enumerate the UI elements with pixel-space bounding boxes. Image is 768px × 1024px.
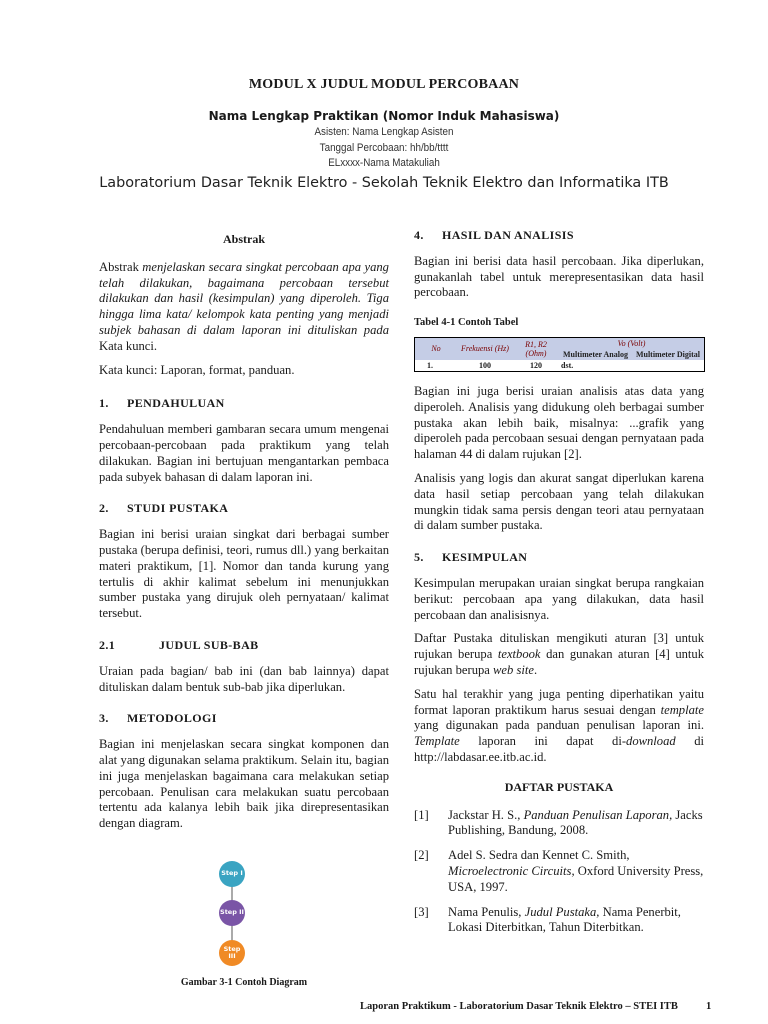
- section-title: KESIMPULAN: [442, 550, 528, 565]
- reference-text: [448, 848, 704, 895]
- table-cell: 100: [457, 360, 513, 372]
- text-run: Oxford University Press, USA, 1997.: [448, 863, 704, 894]
- left-column: [99, 228, 389, 840]
- abstract-text: [99, 260, 389, 355]
- section-text: Bagian ini berisi uraian singkat dari berbagai sumber pustaka (berupa definisi, teori, rumus dll.) yang berkaitan materi praktikum, [1]. Nomor dan tanda kurung yang tertulis di akhir kalimat sebelum ini menunjukkan sumber pustaka yang dirujuk oleh pernyataan/ kalimat tersebut.: [99, 527, 389, 621]
- abstract-italic: menjelaskan secara singkat percobaan apa yang telah dilakukan, bagaimana percobaan tersebut dilakukan dan hasil (kesimpulan) yang diperoleh. Tiga hingga lima kata/ kelompok kata penting yang menjadi subjek bahasan di dalam laporan ini dituliskan pada: [99, 259, 389, 337]
- reference-number: [2]: [414, 848, 429, 863]
- section-number: 2.: [99, 501, 109, 516]
- text-run: Microelectronic Circuits,: [448, 863, 575, 878]
- step-label: Step III: [223, 944, 241, 960]
- text-run: template: [660, 702, 704, 717]
- right-column: [414, 228, 704, 945]
- abstract-tail: Kata kunci.: [99, 338, 158, 353]
- text-run: yang digunakan pada panduan penulisan laporan ini.: [414, 718, 704, 733]
- table-cell: [632, 360, 705, 372]
- section-text: Pendahuluan memberi gambaran secara umum mengenai percobaan-percobaan pada praktikum yang telah dilakukan. Bagian ini bertujuan mengantarkan pembaca pada subyek bahasan di dalam laporan ini.: [99, 422, 389, 484]
- section-title: JUDUL SUB-BAB: [159, 637, 259, 652]
- table-header-no: No: [415, 337, 458, 360]
- text-run: Jacks Publishing, Bandung, 2008.: [448, 807, 703, 838]
- example-table: [414, 337, 705, 372]
- diagram-step-3: [219, 940, 245, 966]
- table-cell: 1.: [415, 360, 458, 372]
- text-run: download: [626, 734, 676, 749]
- reference-item: [414, 808, 704, 840]
- experiment-date: Tanggal Percobaan: hh/bb/tttt: [319, 142, 449, 154]
- text-run: Nama Penulis,: [448, 904, 525, 919]
- section-text: [414, 687, 704, 766]
- section-heading: [99, 396, 389, 412]
- assistant-name: Asisten: Nama Lengkap Asisten: [314, 126, 454, 138]
- text-run: laporan ini dapat di-: [459, 734, 627, 749]
- table-header-voltage: Vo (Volt): [559, 337, 705, 349]
- keywords: Kata kunci: Laporan, format, panduan.: [99, 362, 295, 377]
- text-run: .: [533, 662, 538, 677]
- section-title: METODOLOGI: [127, 711, 217, 726]
- section-number: 2.1: [99, 637, 116, 652]
- step-label: Step II: [220, 908, 244, 917]
- course-code: ELxxxx-Nama Matakuliah: [328, 157, 440, 169]
- reference-item: [414, 905, 704, 937]
- table-caption: Tabel 4-1 Contoh Tabel: [414, 317, 519, 329]
- section-title: PENDAHULUAN: [127, 396, 225, 411]
- table-cell: dst.: [559, 360, 632, 372]
- document-title: MODUL X JUDUL MODUL PERCOBAAN: [248, 77, 520, 92]
- section-number: 5.: [414, 550, 424, 565]
- references-heading: DAFTAR PUSTAKA: [504, 779, 614, 794]
- table-header-frequency: Frekuensi (Hz): [457, 337, 513, 360]
- reference-item: [414, 848, 704, 895]
- page-number: 1: [706, 1001, 712, 1012]
- page-footer: Laporan Praktikum - Laboratorium Dasar Teknik Elektro – STEI ITB: [360, 1001, 678, 1012]
- section-text: Uraian pada bagian/ bab ini (dan bab lainnya) dapat dituliskan dalam bentuk sub-bab jika diperlukan.: [99, 663, 389, 694]
- reference-text: [448, 905, 704, 937]
- table-cell: 120: [513, 360, 559, 372]
- abstract-lead: Abstrak: [99, 259, 143, 274]
- reference-number: [3]: [414, 904, 429, 919]
- section-text: Kesimpulan merupakan uraian singkat berupa rangkaian berikut: percobaan apa yang dilakukan, data hasil percobaan dan analisisnya.: [414, 575, 704, 622]
- text-run: web site: [493, 662, 534, 677]
- table-header-digital: Multimeter Digital: [632, 349, 705, 360]
- section-heading: [99, 501, 389, 517]
- section-heading: [414, 550, 704, 566]
- text-run: Template: [414, 734, 460, 749]
- subsection-heading: [99, 638, 389, 654]
- text-run: Adel S. Sedra dan Kennet C. Smith,: [448, 848, 630, 863]
- section-text: Bagian ini juga berisi uraian analisis atas data yang diperoleh. Analisis yang didukung oleh berbagai sumber pustaka akan lebih baik, misalnya: ...grafik yang diperoleh pada percobaan sesuai dengan pernyataan pada halaman 44 di dalam rujukan [2].: [414, 383, 704, 462]
- table-header-resistance: R1, R2 (Ohm): [513, 337, 559, 360]
- section-text: Analisis yang logis dan akurat sangat diperlukan karena data hasil setiap percobaan yang telah dilakukan mungkin tidak sama persis dengan teori atau pernyataan di dalam sumber pustaka.: [414, 470, 704, 533]
- lab-name: Laboratorium Dasar Teknik Elektro - Sekolah Teknik Elektro dan Informatika ITB: [99, 175, 669, 191]
- section-heading: [99, 711, 389, 727]
- diagram-step-1: [219, 861, 245, 887]
- text-run: Nama Penerbit, Lokasi Diterbitkan, Tahun Diterbitkan.: [448, 904, 681, 935]
- text-run: Judul Pustaka,: [524, 904, 600, 919]
- section-heading: [414, 228, 704, 244]
- step-label: Step I: [221, 869, 243, 878]
- author-name: Nama Lengkap Praktikan (Nomor Induk Mahasiswa): [208, 109, 560, 123]
- table-header-analog: Multimeter Analog: [559, 349, 632, 360]
- text-run: textbook: [497, 647, 541, 662]
- text-run: dan gunakan aturan [4] untuk rujukan berupa: [414, 647, 704, 677]
- text-run: Satu hal terakhir yang juga penting diperhatikan yaitu format laporan praktikum harus sesuai dengan: [414, 686, 704, 717]
- text-run: Panduan Penulisan Laporan,: [523, 807, 673, 822]
- abstract-heading: Abstrak: [222, 232, 265, 246]
- section-number: 3.: [99, 711, 109, 726]
- section-number: 4.: [414, 228, 424, 242]
- reference-text: [448, 808, 704, 840]
- section-number: 1.: [99, 396, 109, 411]
- section-title: HASIL DAN ANALISIS: [442, 228, 574, 242]
- table-row: [415, 360, 705, 372]
- section-text: Bagian ini berisi data hasil percobaan. Jika diperlukan, gunakanlah tabel untuk merepresentasikan data hasil percobaan.: [414, 253, 704, 300]
- reference-number: [1]: [414, 807, 429, 822]
- section-text: [414, 631, 704, 678]
- text-run: Daftar Pustaka dituliskan mengikuti aturan [3] untuk rujukan berupa: [414, 631, 704, 662]
- figure-caption: Gambar 3-1 Contoh Diagram: [180, 977, 308, 988]
- diagram-step-2: [219, 900, 245, 926]
- text-run: Jackstar H. S.,: [448, 807, 524, 822]
- text-run: di http://labdasar.ee.itb.ac.id.: [414, 734, 704, 764]
- section-title: STUDI PUSTAKA: [127, 501, 229, 516]
- section-text: Bagian ini menjelaskan secara singkat komponen dan alat yang digunakan selama praktikum. Selain itu, bagian ini juga menjelaskan bagaimana cara melakukan setiap percobaan. Penulisan cara melakukan suatu percobaan tertentu ada kalanya lebih baik jika direpresentasikan dengan diagram.: [99, 737, 389, 831]
